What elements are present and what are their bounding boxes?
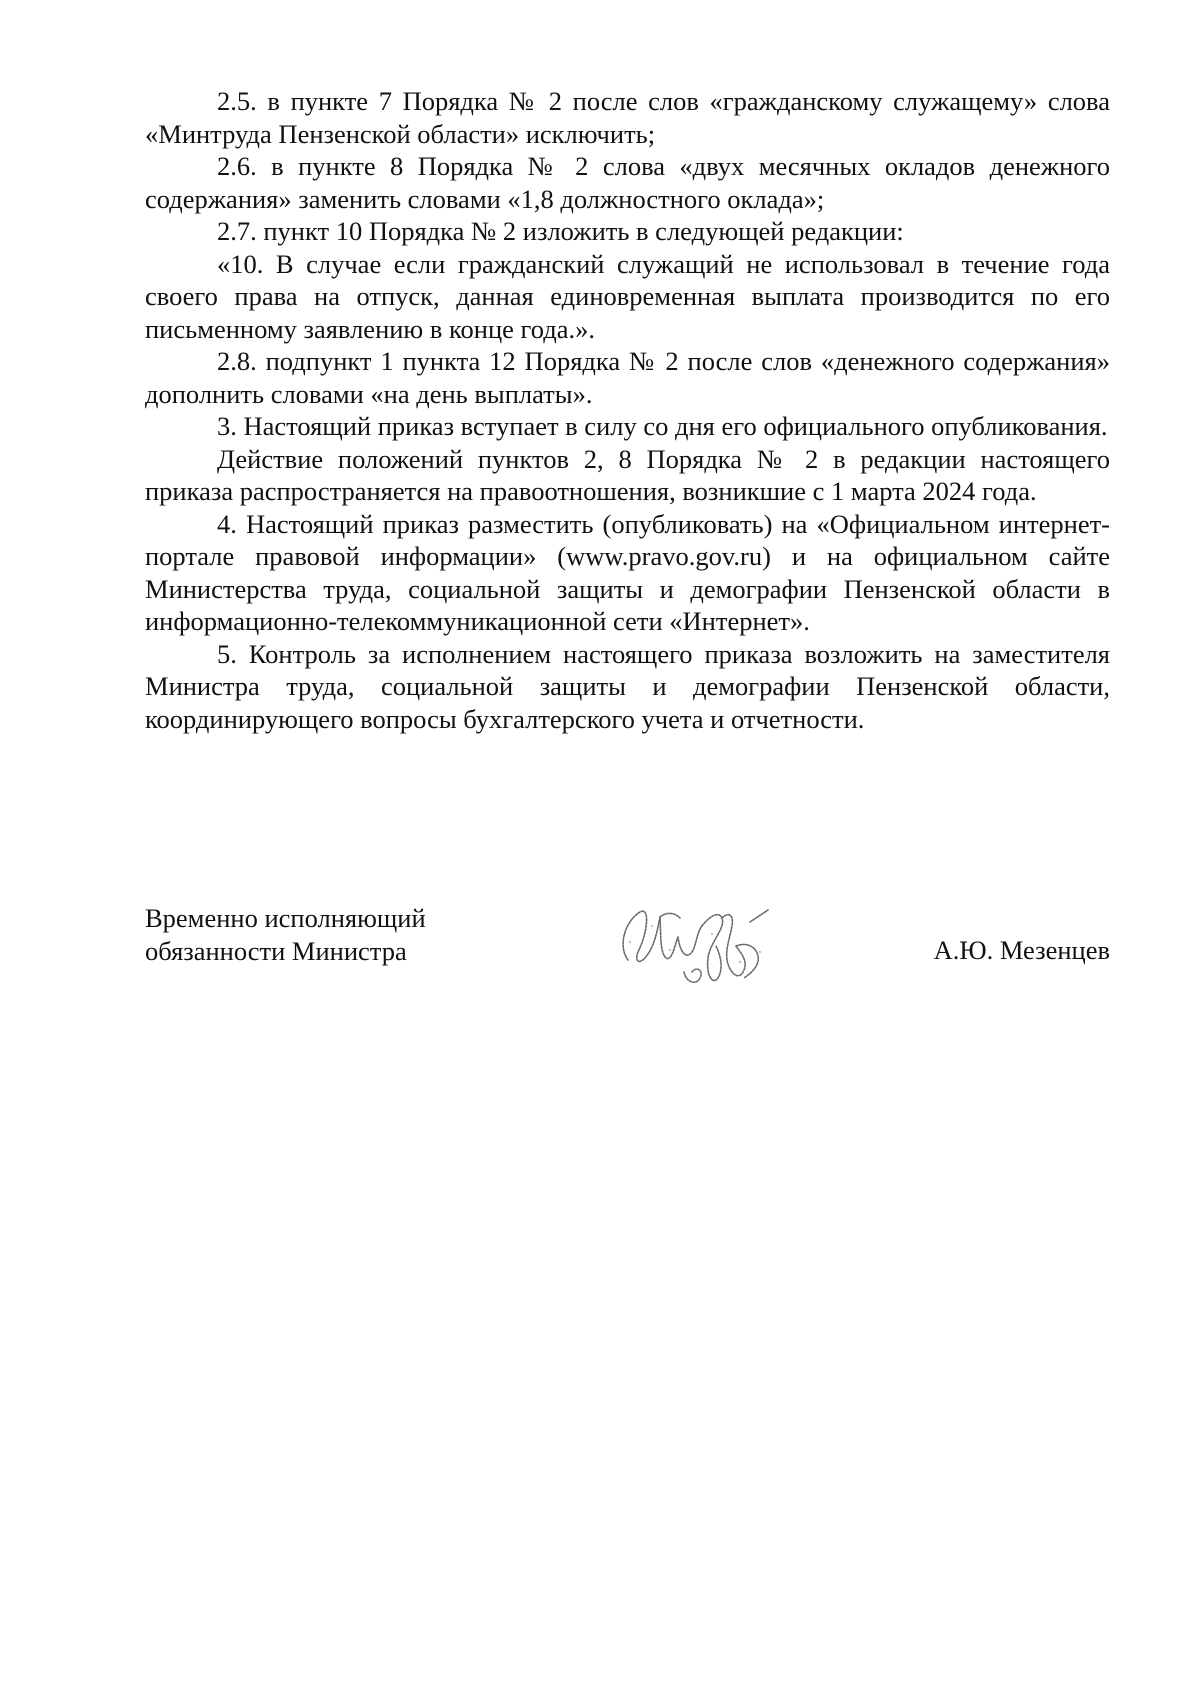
paragraph-effect: Действие положений пунктов 2, 8 Порядка № 2 в редакции настоящего приказа распространяется на правоотношения, возникшие с 1 марта 2024 года. xyxy=(145,443,1110,506)
paragraph-2-8: 2.8. подпункт 1 пункта 12 Порядка № 2 после слов «денежного содержания» дополнить словами «на день выплаты». xyxy=(145,346,1110,409)
paragraph-3: 3. Настоящий приказ вступает в силу со дня его официального опубликования. xyxy=(217,411,1108,441)
signer-title-line-2: обязанности Министра xyxy=(145,935,407,966)
signature-block xyxy=(145,902,1110,1012)
paragraph-2-6: 2.6. в пункте 8 Порядка № 2 слова «двух месячных окладов денежного содержания» заменить словами «1,8 должностного оклада»; xyxy=(145,151,1110,214)
paragraph-5: 5. Контроль за исполнением настоящего приказа возложить на заместителя Министра труда, социальной защиты и демографии Пензенской области, координирующего вопросы бухгалтерского учета и отчетности. xyxy=(145,638,1110,734)
signer-title xyxy=(145,902,426,967)
signer-name: А.Ю. Мезенцев xyxy=(933,935,1110,965)
paragraph-4: 4. Настоящий приказ разместить (опубликовать) на «Официальном интернет-портале правовой информации» (www.pravo.gov.ru) и на официальном сайте Министерства труда, социальной защиты и демографии Пензенской области в информационно-телекоммуникационной сети «Интернет». xyxy=(145,508,1110,636)
document-body xyxy=(145,85,1110,735)
signer-title-line-1: Временно исполняющий xyxy=(145,903,426,933)
handwritten-signature xyxy=(600,882,785,997)
paragraph-2-7: 2.7. пункт 10 Порядка № 2 изложить в следующей редакции: xyxy=(217,216,904,246)
paragraph-2-5: 2.5. в пункте 7 Порядка № 2 после слов «гражданскому служащему» слова «Минтруда Пензенской области» исключить; xyxy=(145,86,1110,149)
paragraph-point-10-text: «10. В случае если гражданский служащий не использовал в течение года своего права на отпуск, данная единовременная выплата производится по его письменному заявлению в конце года.». xyxy=(145,248,1110,344)
